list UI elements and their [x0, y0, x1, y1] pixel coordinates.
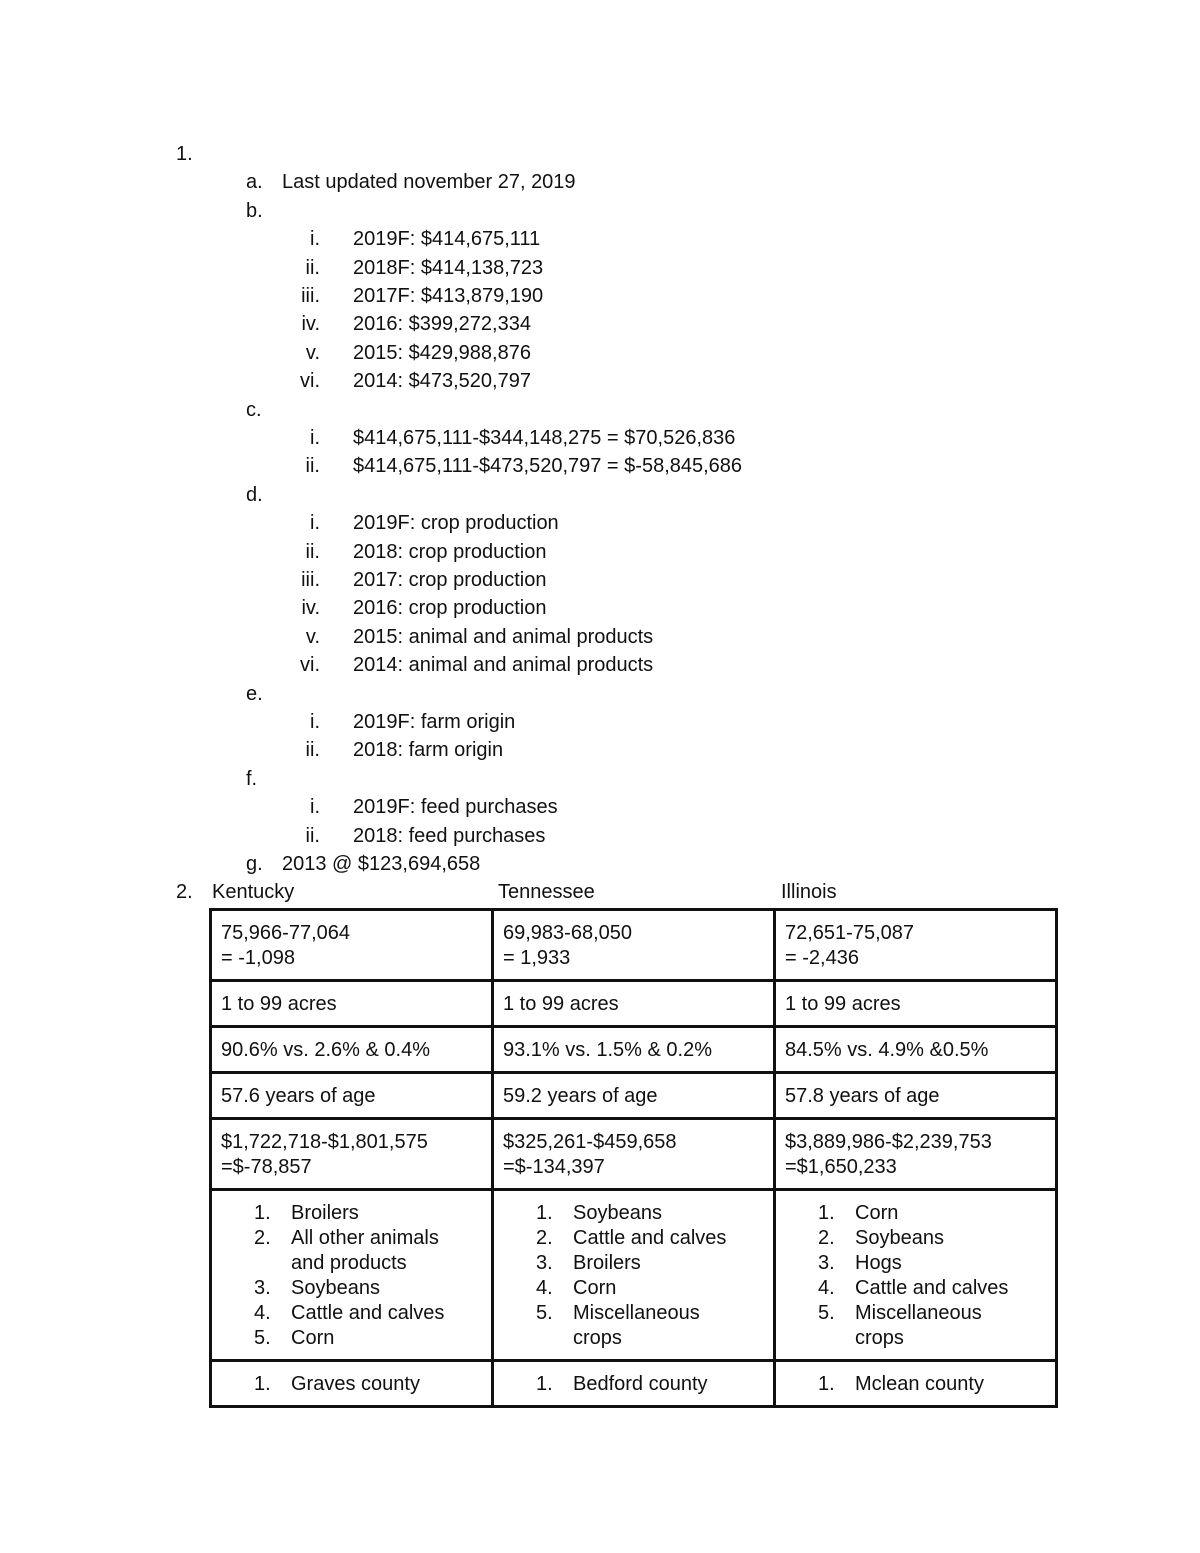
roman-numeral: ii.: [305, 739, 320, 762]
list-item-text: Mclean county: [855, 1373, 984, 1395]
list-item: [221, 1326, 483, 1351]
cell-text: 90.6% vs. 2.6% & 0.4%: [221, 1039, 431, 1061]
part-letter: a.: [246, 171, 263, 194]
cell-text: $3,889,986-$2,239,753: [785, 1131, 992, 1153]
cell-text: 84.5% vs. 4.9% &0.5%: [785, 1039, 989, 1061]
cell-text: 69,983-68,050: [503, 922, 633, 944]
part-a: [0, 168, 1200, 196]
subitem: [0, 225, 1200, 253]
roman-numeral: v.: [305, 625, 320, 648]
cell-text: = 1,933: [503, 947, 571, 969]
subitem: [0, 822, 1200, 850]
subitem: [0, 452, 1200, 480]
list-number: 2.: [536, 1227, 553, 1249]
cell-text: = -1,098: [221, 947, 295, 969]
table-cell: [493, 1361, 775, 1407]
comparison-table: [209, 908, 1058, 1408]
list-item: [503, 1276, 765, 1301]
subitem: [0, 367, 1200, 395]
list-item-text: Broilers: [291, 1202, 359, 1224]
roman-numeral: i.: [310, 512, 320, 535]
subitem-text: $414,675,111-$344,148,275 = $70,526,836: [353, 427, 736, 449]
list-item-text: crops: [855, 1327, 904, 1349]
cell-text: =$1,650,233: [785, 1156, 897, 1178]
roman-numeral: iii.: [301, 285, 320, 307]
list-item-text: Corn: [291, 1327, 335, 1349]
cell-text: 57.6 years of age: [221, 1085, 376, 1107]
table-cell: [211, 1190, 493, 1361]
roman-numeral: i.: [310, 228, 320, 251]
roman-numeral: iv.: [301, 313, 320, 336]
list-item-text: and products: [291, 1252, 407, 1274]
list-item-text: Cattle and calves: [573, 1227, 727, 1249]
part-letter: d.: [246, 483, 263, 506]
question-1-heading: [0, 140, 1200, 168]
list-item: [785, 1201, 1047, 1226]
roman-numeral: v.: [305, 341, 320, 364]
list-item-text: Broilers: [573, 1252, 641, 1274]
part-letter: c.: [246, 398, 262, 421]
subitem: [0, 424, 1200, 452]
list-number: 2.: [254, 1227, 271, 1249]
subitem-text: 2019F: $414,675,111: [353, 228, 541, 251]
table-cell: [775, 1027, 1057, 1073]
roman-numeral: ii.: [305, 256, 320, 279]
subitem-text: 2017F: $413,879,190: [353, 285, 544, 307]
subitem-text: $414,675,111-$473,520,797 = $-58,845,686: [353, 455, 743, 478]
roman-numeral: vi.: [300, 654, 320, 677]
list-item: [503, 1301, 765, 1351]
subitem-text: 2016: $399,272,334: [353, 313, 531, 336]
cell-text: 59.2 years of age: [503, 1085, 658, 1107]
list-number: 4.: [254, 1302, 271, 1324]
list-item: [785, 1301, 1047, 1351]
list-number: 4.: [536, 1277, 553, 1299]
table-cell: [775, 910, 1057, 981]
roman-numeral: i.: [310, 796, 320, 819]
subitem-text: 2014: animal and animal products: [353, 654, 654, 677]
part-g: [0, 850, 1200, 878]
list-number: 1.: [818, 1202, 835, 1224]
question-number: 2.: [176, 881, 193, 904]
list-item-text: Corn: [855, 1202, 899, 1224]
list-number: 1.: [818, 1373, 835, 1395]
subitem: [0, 538, 1200, 566]
table-cell: [211, 1119, 493, 1190]
part-letter: e.: [246, 682, 263, 705]
table-cell: [775, 981, 1057, 1027]
subitem-text: 2017: crop production: [353, 569, 547, 591]
list-item-text: crops: [573, 1327, 622, 1349]
table-row: [211, 1361, 1057, 1407]
roman-numeral: ii.: [305, 455, 320, 478]
list-item-text: Bedford county: [573, 1373, 708, 1395]
list-number: 3.: [818, 1252, 835, 1274]
part-d: [0, 481, 1200, 509]
list-number: 5.: [818, 1302, 835, 1324]
list-item-text: Hogs: [855, 1252, 902, 1274]
subitem-text: 2014: $473,520,797: [353, 370, 531, 393]
list-item: [503, 1226, 765, 1251]
question-2-heading: [0, 878, 1200, 906]
list-item-text: Soybeans: [855, 1227, 944, 1249]
cell-text: 1 to 99 acres: [503, 993, 619, 1015]
table-row: [211, 1190, 1057, 1361]
subitem: [0, 509, 1200, 537]
table-cell: [211, 1027, 493, 1073]
cell-text: 57.8 years of age: [785, 1085, 940, 1107]
cell-text: 1 to 99 acres: [221, 993, 337, 1015]
cell-text: 72,651-75,087: [785, 922, 915, 944]
list-item-text: Soybeans: [291, 1277, 380, 1299]
cell-text: $1,722,718-$1,801,575: [221, 1131, 428, 1153]
table-cell: [211, 1073, 493, 1119]
roman-numeral: vi.: [300, 370, 320, 393]
table-cell: [775, 1361, 1057, 1407]
list-item: [221, 1301, 483, 1326]
subitem: [0, 651, 1200, 679]
cell-text: = -2,436: [785, 947, 859, 969]
subitem: [0, 566, 1200, 594]
part-letter: b.: [246, 199, 263, 222]
part-c: [0, 396, 1200, 424]
table-row: [211, 981, 1057, 1027]
list-item: [785, 1276, 1047, 1301]
list-item: [503, 1201, 765, 1226]
list-number: 2.: [818, 1227, 835, 1249]
cell-text: =$-134,397: [503, 1156, 605, 1178]
list-item-text: Miscellaneous: [573, 1302, 700, 1324]
subitem: [0, 736, 1200, 764]
list-item: [785, 1372, 1047, 1397]
list-number: 1.: [254, 1373, 271, 1395]
list-item-text: All other animals: [291, 1227, 439, 1249]
roman-numeral: ii.: [305, 540, 320, 563]
list-item: [503, 1251, 765, 1276]
subitem-text: 2015: animal and animal products: [353, 625, 654, 648]
list-item-text: Cattle and calves: [855, 1277, 1009, 1299]
cell-text: 75,966-77,064: [221, 922, 351, 944]
table-cell: [493, 1190, 775, 1361]
list-item-text: Cattle and calves: [291, 1302, 445, 1324]
subitem-text: 2019F: feed purchases: [353, 796, 558, 819]
subitem-text: 2019F: farm origin: [353, 711, 516, 733]
part-b: [0, 197, 1200, 225]
subitem: [0, 282, 1200, 310]
part-letter: f.: [246, 767, 258, 790]
table-cell: [493, 910, 775, 981]
cell-text: $325,261-$459,658: [503, 1131, 677, 1153]
list-number: 4.: [818, 1277, 835, 1299]
table-row: [211, 1073, 1057, 1119]
list-number: 5.: [536, 1302, 553, 1324]
subitem: [0, 310, 1200, 338]
subitem-text: 2015: $429,988,876: [353, 341, 531, 364]
roman-numeral: i.: [310, 427, 320, 449]
list-item-text: Miscellaneous: [855, 1302, 982, 1324]
roman-numeral: iii.: [301, 569, 320, 591]
list-item-text: Corn: [573, 1277, 617, 1299]
table-cell: [211, 1361, 493, 1407]
list-item: [221, 1226, 483, 1276]
part-f: [0, 765, 1200, 793]
list-item-text: Graves county: [291, 1373, 420, 1395]
subitem: [0, 793, 1200, 821]
table-cell: [211, 910, 493, 981]
subitem: [0, 708, 1200, 736]
column-header-illinois: Illinois: [781, 881, 837, 904]
subitem-text: 2016: crop production: [353, 597, 547, 620]
list-item: [221, 1372, 483, 1397]
table-cell: [211, 981, 493, 1027]
subitem: [0, 594, 1200, 622]
subitem: [0, 623, 1200, 651]
list-item: [785, 1251, 1047, 1276]
table-row: [211, 1027, 1057, 1073]
list-number: 1.: [254, 1202, 271, 1224]
subitem: [0, 254, 1200, 282]
list-number: 3.: [536, 1252, 553, 1274]
table-cell: [493, 1073, 775, 1119]
list-number: 5.: [254, 1327, 271, 1349]
subitem: [0, 339, 1200, 367]
subitem-text: 2018: feed purchases: [353, 824, 546, 847]
list-item: [221, 1201, 483, 1226]
column-header-tennessee: Tennessee: [498, 881, 595, 904]
cell-text: 93.1% vs. 1.5% & 0.2%: [503, 1039, 713, 1061]
table-row: [211, 910, 1057, 981]
part-text: 2013 @ $123,694,658: [282, 853, 481, 875]
table-cell: [775, 1073, 1057, 1119]
subitem-text: 2018: farm origin: [353, 739, 504, 762]
table-cell: [493, 981, 775, 1027]
list-item: [503, 1372, 765, 1397]
part-letter: g.: [246, 853, 263, 875]
part-text: Last updated november 27, 2019: [282, 171, 576, 194]
roman-numeral: i.: [310, 711, 320, 733]
list-item-text: Soybeans: [573, 1202, 662, 1224]
list-number: 1.: [536, 1373, 553, 1395]
roman-numeral: iv.: [301, 597, 320, 620]
cell-text: =$-78,857: [221, 1156, 312, 1178]
table-cell: [775, 1190, 1057, 1361]
list-item: [785, 1226, 1047, 1251]
list-number: 3.: [254, 1277, 271, 1299]
list-item: [221, 1276, 483, 1301]
table-cell: [493, 1027, 775, 1073]
question-number: 1.: [176, 143, 193, 165]
column-header-kentucky: Kentucky: [212, 881, 295, 904]
subitem-text: 2018: crop production: [353, 540, 547, 563]
table-row: [211, 1119, 1057, 1190]
subitem-text: 2018F: $414,138,723: [353, 256, 544, 279]
part-e: [0, 680, 1200, 708]
subitem-text: 2019F: crop production: [353, 512, 559, 535]
cell-text: 1 to 99 acres: [785, 993, 901, 1015]
table-cell: [775, 1119, 1057, 1190]
table-cell: [493, 1119, 775, 1190]
roman-numeral: ii.: [305, 824, 320, 847]
list-number: 1.: [536, 1202, 553, 1224]
